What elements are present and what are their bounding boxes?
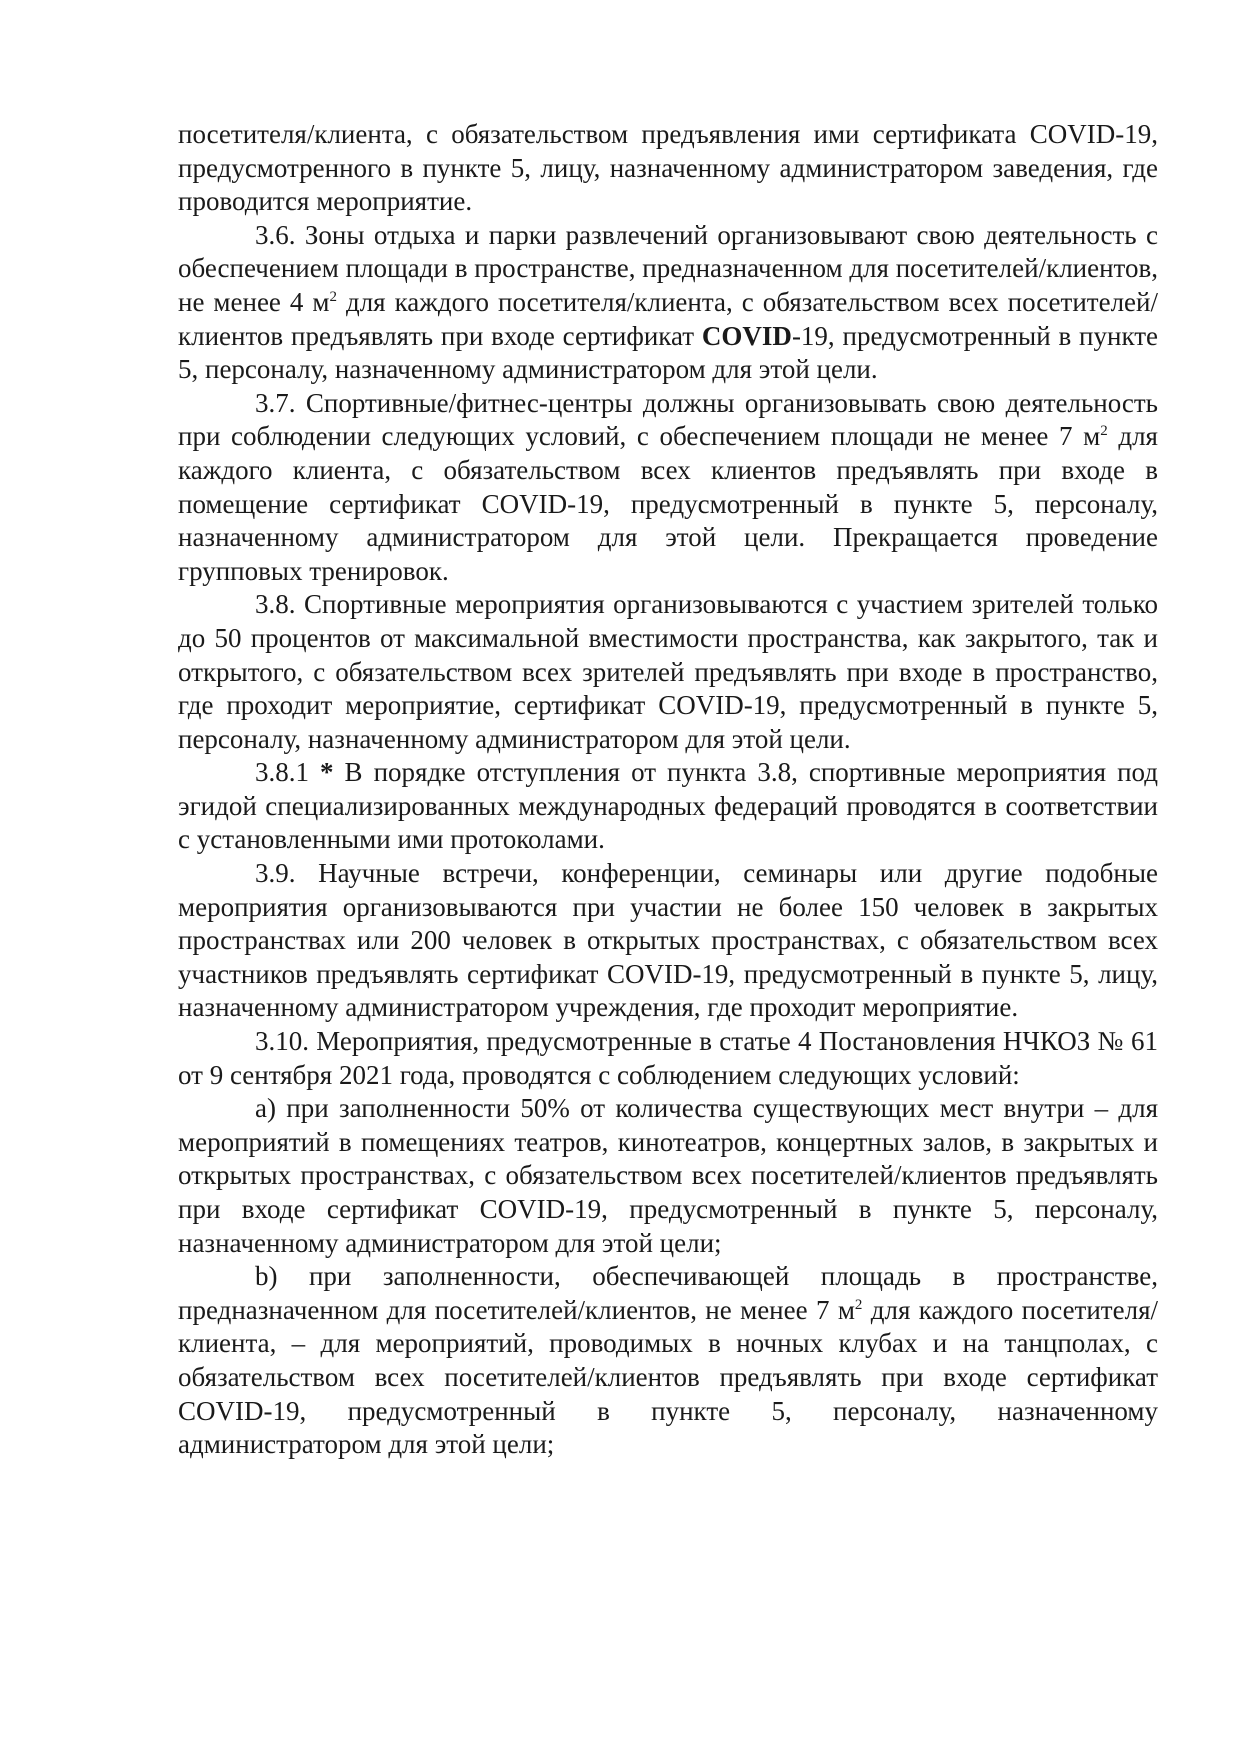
- text-segment: для каждого посетителя/клиента, – для мероприятий, проводимых в ночных клубах и на танцполах, с обязательством всех посетителей/клиентов предъявлять при входе сертификат COVID-19, предусмотренный в пункте 5, персоналу, назначенному администратором для этой цели;: [178, 1294, 1158, 1460]
- paragraph-3-10-a: a) при заполненности 50% от количества существующих мест внутри – для мероприятий в помещениях театров, кинотеатров, концертных залов, в закрытых и открытых пространствах, с обязательством всех посетителей/клиентов предъявлять при входе сертификат COVID-19, предусмотренный в пункте 5, персоналу, назначенному администратором для этой цели;: [178, 1093, 1158, 1258]
- paragraph-continuation: посетителя/клиента, с обязательством предъявления ими сертификата COVID-19, предусмотренного в пункте 5, лицу, назначенному администратором заведения, где проводится мероприятие.: [178, 119, 1158, 217]
- asterisk-mark: *: [320, 757, 334, 788]
- superscript: 2: [329, 288, 337, 305]
- paragraph-3-10: 3.10. Мероприятия, предусмотренные в статье 4 Постановления НЧКОЗ № 61 от 9 сентября 2021 года, проводятся с соблюдением следующих условий:: [178, 1026, 1158, 1090]
- superscript: 2: [1100, 423, 1108, 440]
- text-segment: 3.8.1: [255, 757, 321, 788]
- paragraph-3-6: [178, 219, 1158, 387]
- text-segment: В порядке отступления от пункта 3.8, спортивные мероприятия под эгидой специализированных международных федераций проводятся в соответствии с установленными ими протоколами.: [178, 757, 1159, 855]
- paragraph-3-8: 3.8. Спортивные мероприятия организовываются с участием зрителей только до 50 процентов от максимальной вместимости пространства, как закрытого, так и открытого, с обязательством всех зрителей предъявлять при входе в пространство, где проходит мероприятие, сертификат COVID-19, предусмотренный в пункте 5, персоналу, назначенному администратором для этой цели.: [178, 589, 1158, 754]
- text-segment: -19, предусмотренный в пункте 5, персоналу, назначенному администратором для этой цели.: [178, 320, 1159, 385]
- paragraph-3-9: 3.9. Научные встречи, конференции, семинары или другие подобные мероприятия организовываются при участии не более 150 человек в закрытых пространствах или 200 человек в открытых пространствах, с обязательством всех участников предъявлять сертификат COVID-19, предусмотренный в пункте 5, лицу, назначенному администратором учреждения, где проходит мероприятие.: [178, 858, 1158, 1023]
- text-segment: b) при заполненности, обеспечивающей площадь в пространстве, предназначенном для посетителей/клиентов, не менее 7 м: [178, 1261, 1158, 1325]
- paragraph-3-7: [178, 387, 1158, 589]
- text-segment: для каждого клиента, с обязательством всех клиентов предъявлять при входе в помещение сертификат COVID-19, предусмотренный в пункте 5, персоналу, назначенному администратором для этой цели. Прекращается проведение групповых тренировок.: [178, 421, 1158, 586]
- paragraph-3-8-1: [178, 756, 1158, 857]
- bold-text: COVID: [701, 320, 792, 351]
- text-segment: 3.7. Спортивные/фитнес-центры должны организовывать свою деятельность при соблюдении следующих условий, с обеспечением площади не менее 7 м: [178, 387, 1158, 452]
- document-page: [178, 118, 1158, 1462]
- text-segment: 3.6. Зоны отдыха и парки развлечений организовывают свою деятельность с обеспечением площади в пространстве, предназначенном для посетителей/клиентов, не менее 4 м: [178, 219, 1158, 317]
- text-segment: для каждого посетителя/клиента, с обязательством всех посетителей/клиентов предъявлять при входе сертификат: [178, 286, 1158, 351]
- superscript: 2: [854, 1296, 863, 1313]
- paragraph-3-10-b: [178, 1260, 1158, 1462]
